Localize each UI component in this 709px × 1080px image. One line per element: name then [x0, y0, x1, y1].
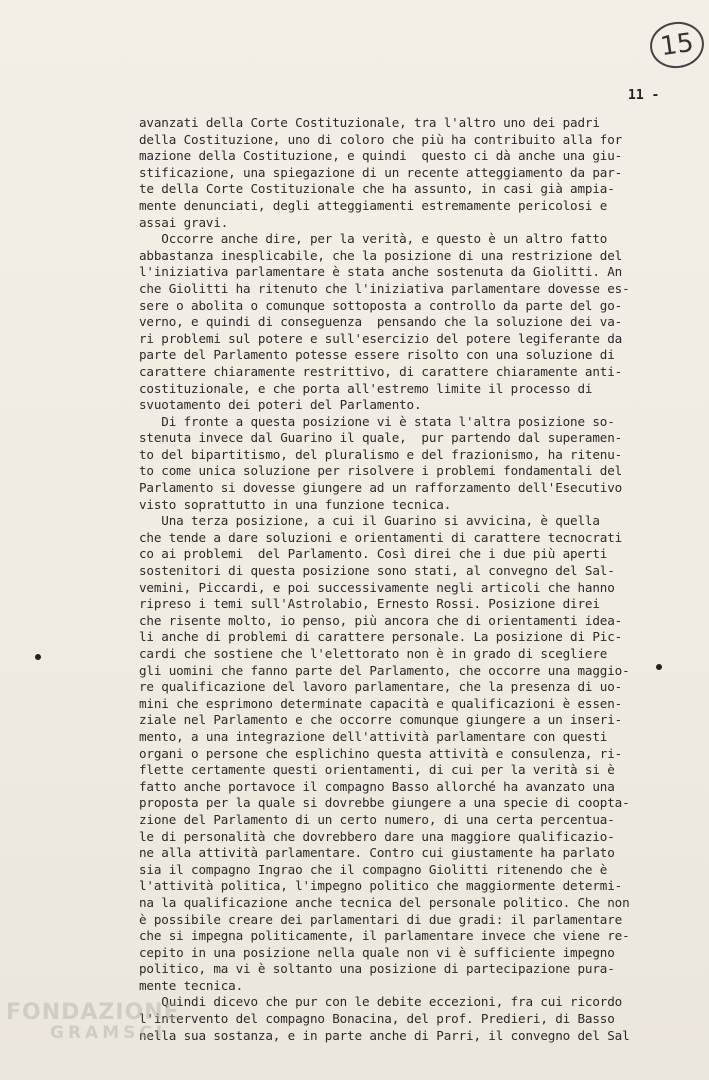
text-line: Quindi dicevo che pur con le debite eccezioni, fra cui ricordo — [139, 994, 623, 1010]
text-line: zione del Parlamento di un certo numero, di una certa percentua- — [139, 811, 615, 827]
page-number: 11 - — [628, 88, 660, 103]
text-line: mente denunciati, degli atteggiamenti estremamente pericolosi e — [139, 197, 608, 213]
text-line: è possibile creare dei parlamentari di due gradi: il parlamentare — [139, 911, 623, 927]
text-line: mente tecnica. — [139, 977, 244, 993]
text-line: sere o abolita o comunque sottoposta a controllo da parte del go- — [139, 297, 623, 313]
text-line: ziale nel Parlamento e che occorre comunque giungere a un inseri- — [139, 712, 623, 728]
text-line: che si impegna politicamente, il parlamentare invece che viene re- — [139, 928, 630, 944]
text-line: che Giolitti ha ritenuto che l'iniziativa parlamentare dovesse es- — [139, 280, 630, 296]
text-line: mazione della Costituzione, e quindi questo ci dà anche una giu- — [139, 148, 623, 164]
text-line: mini che esprimono determinate capacità e qualificazioni è essen- — [139, 695, 623, 711]
text-line: politico, ma vi è soltanto una posizione di partecipazione pura- — [139, 961, 615, 977]
text-line: l'intervento del compagno Bonacina, del prof. Predieri, di Basso — [139, 1011, 615, 1027]
text-line: cepito in una posizione nella quale non vi è sufficiente impegno — [139, 944, 615, 960]
text-line: sia il compagno Ingrao che il compagno Giolitti ritenendo che è — [139, 861, 608, 877]
margin-dot-mark — [35, 654, 41, 660]
text-line: che tende a dare soluzioni e orientamenti di carattere tecnocrati — [139, 529, 623, 545]
text-line: to del bipartitismo, del pluralismo e del frazionismo, ha ritenu- — [139, 446, 623, 462]
archive-number-text: 15 — [658, 27, 696, 63]
text-line: avanzati della Corte Costituzionale, tra l'altro uno dei padri — [139, 115, 600, 130]
watermark-line-1: FONDAZIONE — [6, 1000, 180, 1025]
text-line: cardi che sostiene che l'elettorato non è in grado di scegliere — [139, 646, 608, 661]
text-line: te della Corte Costituzionale che ha assunto, in casi già ampia- — [139, 181, 615, 197]
typewritten-text — [139, 115, 699, 1044]
text-line: re qualificazione del lavoro parlamentare, che la presenza di uo- — [139, 679, 623, 695]
text-line: della Costituzione, uno di coloro che più ha contribuito alla for — [139, 131, 623, 147]
text-line: ripreso i temi sull'Astrolabio, Ernesto Rossi. Posizione direi — [139, 596, 600, 612]
text-line: Una terza posizione, a cui il Guarino si avvicina, è quella — [139, 513, 600, 529]
text-line: flette certamente questi orientamenti, di cui per la verità si è — [139, 762, 615, 778]
text-line: visto soprattutto in una funzione tecnica. — [139, 496, 452, 512]
text-line: organi o persone che esplichino questa attività e consulenza, ri- — [139, 745, 623, 761]
foundation-watermark — [6, 1000, 180, 1043]
text-line: fatto anche portavoce il compagno Basso allorché ha avanzato una — [139, 778, 615, 794]
text-line: Occorre anche dire, per la verità, e questo è un altro fatto — [139, 231, 608, 247]
text-line: l'attività politica, l'impegno politico che maggiormente determi- — [139, 878, 623, 894]
text-line: le di personalità che dovrebbero dare una maggiore qualificazio- — [139, 828, 615, 844]
text-line: na la qualificazione anche tecnica del personale politico. Che non — [139, 894, 630, 910]
text-line: costituzionale, e che porta all'estremo limite il processo di — [139, 380, 593, 396]
text-line: nella sua sostanza, e in parte anche di Parri, il convegno del Sal — [139, 1027, 630, 1043]
text-line: sostenitori di questa posizione sono stati, al convegno del Sal- — [139, 563, 615, 579]
text-line: verno, e quindi di conseguenza pensando che la soluzione dei va- — [139, 314, 623, 330]
text-line: proposta per la quale si dovrebbe giungere a una specie di coopta- — [139, 795, 630, 811]
text-line: li anche di problemi di carattere personale. La posizione di Pic- — [139, 629, 623, 645]
text-line: mento, a una integrazione dell'attività parlamentare con questi — [139, 728, 608, 744]
text-line: Parlamento si dovesse giungere ad un rafforzamento dell'Esecutivo — [139, 480, 623, 496]
text-line: che risente molto, io penso, più ancora che di orientamenti idea- — [139, 612, 623, 628]
text-line: Di fronte a questa posizione vi è stata l'altra posizione so- — [139, 413, 615, 429]
text-line: assai gravi. — [139, 214, 229, 230]
text-line: to come unica soluzione per risolvere i problemi fondamentali del — [139, 463, 623, 479]
text-line: parte del Parlamento potesse essere risolto con una soluzione di — [139, 347, 615, 363]
text-line: l'iniziativa parlamentare è stata anche sostenuta da Giolitti. An — [139, 264, 623, 280]
text-line: ne alla attività parlamentare. Contro cui giustamente ha parlato — [139, 845, 615, 861]
watermark-line-2: GRAMSCI — [50, 1023, 167, 1043]
text-line: co ai problemi del Parlamento. Così direi che i due più aperti — [139, 546, 608, 562]
text-line: stificazione, una spiegazione di un recente atteggiamento da par- — [139, 164, 623, 180]
margin-dot-mark — [656, 664, 662, 670]
text-line: carattere chiaramente restrittivo, di carattere chiaramente anti- — [139, 363, 623, 379]
text-line: ri problemi sul potere e sull'esercizio del potere legiferante da — [139, 330, 623, 346]
text-line: stenuta invece dal Guarino il quale, pur partendo dal superamen- — [139, 430, 623, 446]
text-line: gli uomini che fanno parte del Parlamento, che occorre una maggio- — [139, 662, 630, 678]
text-line: svuotamento dei poteri del Parlamento. — [139, 397, 422, 413]
text-line: abbastanza inesplicabile, che la posizione di una restrizione del — [139, 247, 623, 263]
text-line: vemini, Piccardi, e poi successivamente negli articoli che hanno — [139, 579, 615, 595]
